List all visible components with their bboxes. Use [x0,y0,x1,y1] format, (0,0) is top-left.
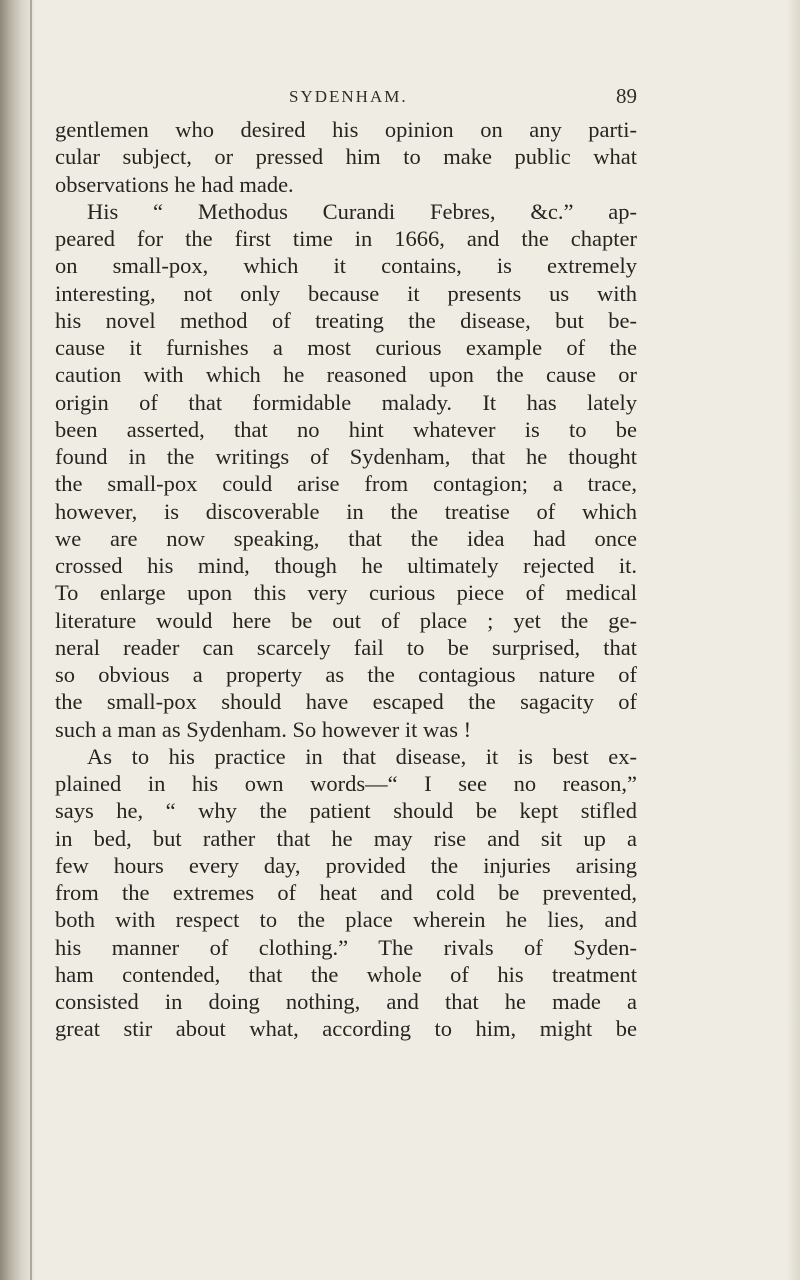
running-head-title: SYDENHAM. [289,87,408,106]
text-line: To enlarge upon this very curious piece of medical [55,580,637,606]
text-line: interesting, not only because it presents us with [55,280,637,306]
text-line: great stir about what, according to him, might be [55,1016,637,1042]
text-line: caution with which he reasoned upon the cause or [55,362,637,388]
gutter-line [30,0,32,1280]
book-spine-shadow [0,0,34,1280]
text-line: so obvious a property as the contagious nature of [55,662,637,687]
text-line: on small-pox, which it contains, is extremely [55,253,637,279]
text-line: ham contended, that the whole of his treatment [55,961,637,987]
running-head [55,84,637,114]
text-line: neral reader can scarcely fail to be surprised, that [55,634,637,660]
text-line: His “ Methodus Curandi Febres, &c.” ap- [87,198,637,224]
text-line: in bed, but rather that he may rise and sit up a [55,825,637,851]
text-line: crossed his mind, though he ultimately rejected it. [55,553,637,578]
text-line: few hours every day, provided the injuries arising [55,852,637,878]
text-line: peared for the first time in 1666, and the chapter [55,226,637,251]
text-line: consisted in doing nothing, and that he made a [55,989,637,1014]
body-text [55,116,637,1043]
text-line: cause it furnishes a most curious example of the [55,335,637,360]
text-line: been asserted, that no hint whatever is to be [55,416,637,442]
text-line: plained in his own words—“ I see no reason,” [55,771,637,796]
page-number: 89 [616,84,637,108]
text-line: cular subject, or pressed him to make public what [55,144,637,170]
text-line: says he, “ why the patient should be kept stifled [55,798,637,824]
text-line: the small-pox should have escaped the sagacity of [55,689,637,715]
text-line: his novel method of treating the disease, but be- [55,307,637,333]
text-line: such a man as Sydenham. So however it was ! [55,716,472,742]
text-line: observations he had made. [55,171,294,197]
text-line: found in the writings of Sydenham, that he thought [55,444,637,469]
text-line: origin of that formidable malady. It has lately [55,389,637,415]
text-line: literature would here be out of place ; yet the ge- [55,607,637,633]
text-line: gentlemen who desired his opinion on any parti- [55,117,637,142]
page-edge-shadow [786,0,800,1280]
text-line: we are now speaking, that the idea had once [55,525,637,551]
text-line: both with respect to the place wherein he lies, and [55,907,637,933]
text-line: from the extremes of heat and cold be prevented, [55,880,637,905]
text-line: however, is discoverable in the treatise of which [55,498,637,524]
book-page [55,0,775,1280]
text-line: his manner of clothing.” The rivals of Syden- [55,934,637,960]
text-line: the small-pox could arise from contagion; a trace, [55,471,637,497]
text-line: As to his practice in that disease, it is best ex- [87,743,637,769]
